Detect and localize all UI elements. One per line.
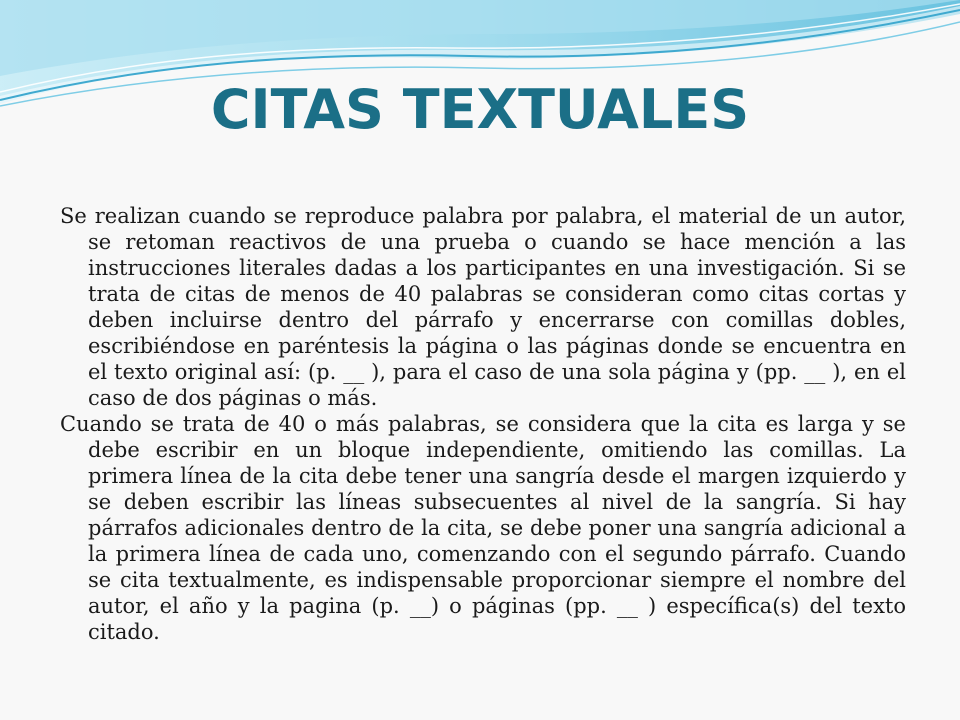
paragraph-long-citations: Cuando se trata de 40 o más palabras, se considera que la cita es larga y se debe escribir en un bloque independiente, omitiendo las comillas. La primera línea de la cita debe tener una sangría desde el margen izquierdo y se deben escribir las líneas subsecuentes al nivel de la sangría. Si hay párrafos adicionales dentro de la cita, se debe poner una sangría adicional a la primera línea de cada uno, comenzando con el segundo párrafo. Cuando se cita textualmente, es indispensable proporcionar siempre el nombre del autor, el año y la pagina (p. __) o páginas (pp. __ ) específica(s) del texto citado. — [60, 412, 906, 644]
slide-title: CITAS TEXTUALES — [210, 78, 750, 141]
paragraph-short-citations: Se realizan cuando se reproduce palabra por palabra, el material de un autor, se retoman reactivos de una prueba o cuando se hace mención a las instrucciones literales dadas a los participantes en una investigación. Si se trata de citas de menos de 40 palabras se consideran como citas cortas y deben incluirse dentro del párrafo y encerrarse con comillas dobles, escribiéndose en paréntesis la página o las páginas donde se encuentra en el texto original así: (p. __ ), para el caso de una sola página y (pp. __ ), en el caso de dos páginas o más. — [60, 204, 906, 410]
slide-body — [60, 203, 906, 645]
